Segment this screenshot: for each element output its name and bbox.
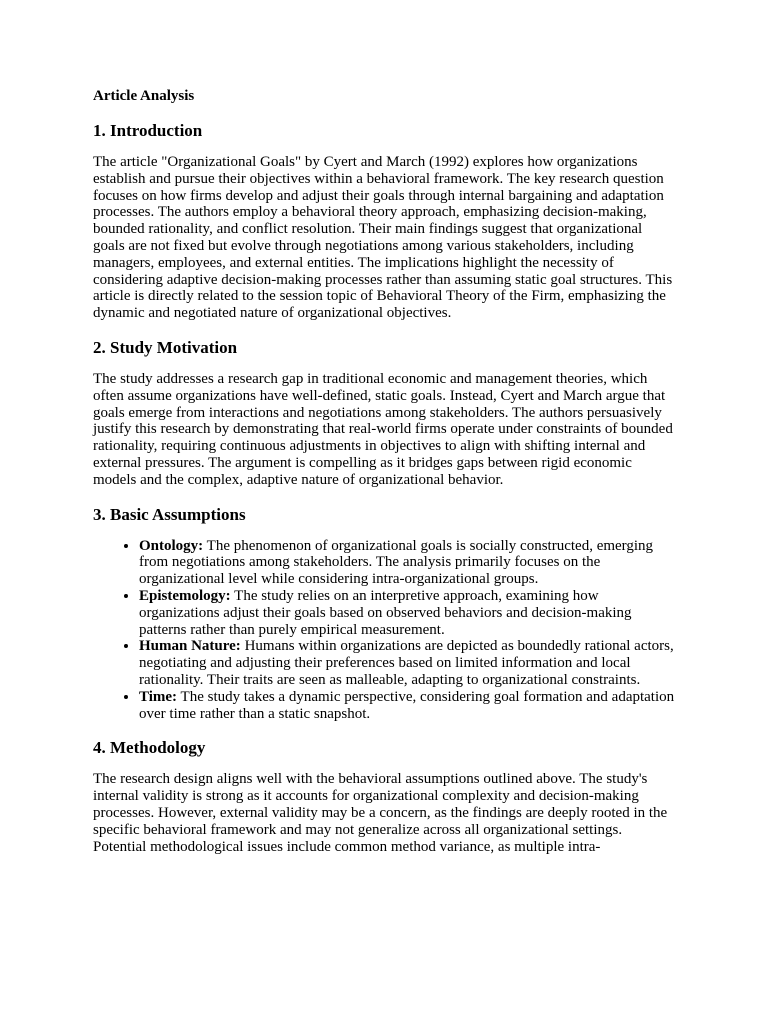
introduction-paragraph: The article "Organizational Goals" by Cyert and March (1992) explores how organizations establish and pursue their objectives within a behavioral framework. The key research question focuses on how firms develop and adjust their goals through internal bargaining and adaptation processes. The authors employ a behavioral theory approach, emphasizing decision-making, bounded rationality, and conflict resolution. Their main findings suggest that organizational goals are not fixed but evolve through negotiations among various stakeholders, including managers, employees, and external entities. The implications highlight the necessity of considering adaptive decision-making processes rather than assuming static goal structures. This article is directly related to the session topic of Behavioral Theory of the Firm, emphasizing the dynamic and negotiated nature of organizational objectives. (93, 154, 673, 322)
list-item-epistemology (139, 588, 675, 638)
document-title: Article Analysis (93, 88, 195, 104)
section-heading-study-motivation: 2. Study Motivation (93, 337, 238, 357)
study-motivation-paragraph: The study addresses a research gap in traditional economic and management theories, which often assume organizations have well-defined, static goals. Instead, Cyert and March argue that goals emerge from interactions and negotiations among stakeholders. The authors persuasively justify this research by demonstrating that real-world firms operate under constraints of bounded rationality, requiring continuous adjustments in objectives to align with shifting internal and external pressures. The argument is compelling as it bridges gaps between rigid economic models and the complex, adaptive nature of organizational behavior. (93, 370, 673, 488)
term-label: Human Nature: (139, 638, 241, 655)
term-description: Humans within organizations are depicted as boundedly rational actors, negotiating and adjusting their preferences based on limited information and local rationality. Their traits are seen as malleable, adapting to organizational constraints. (139, 638, 674, 688)
term-description: The study relies on an interpretive approach, examining how organizations adjust their goals based on observed behaviors and decision-making patterns rather than purely empirical measurement. (139, 587, 632, 638)
list-item-ontology (139, 538, 675, 588)
section-heading-methodology: 4. Methodology (93, 738, 206, 758)
document-page (93, 87, 675, 870)
term-label: Ontology: (139, 537, 204, 554)
term-description: The phenomenon of organizational goals is socially constructed, emerging from negotiations among stakeholders. The analysis primarily focuses on the organizational level while considering intra-organizational groups. (139, 537, 654, 588)
list-item-time (139, 689, 675, 723)
term-label: Epistemology: (139, 587, 231, 604)
term-description: The study takes a dynamic perspective, considering goal formation and adaptation over time rather than a static snapshot. (139, 688, 675, 722)
section-heading-basic-assumptions: 3. Basic Assumptions (93, 504, 246, 524)
assumptions-list (93, 538, 675, 723)
term-label: Time: (139, 688, 178, 705)
list-item-human-nature (139, 638, 675, 688)
methodology-paragraph: The research design aligns well with the behavioral assumptions outlined above. The study's internal validity is strong as it accounts for organizational complexity and decision-making processes. However, external validity may be a concern, as the findings are deeply rooted in the specific behavioral framework and may not generalize across all organizational settings. Potential methodological issues include common method variance, as multiple intra- (93, 771, 668, 855)
section-heading-introduction: 1. Introduction (93, 121, 203, 140)
